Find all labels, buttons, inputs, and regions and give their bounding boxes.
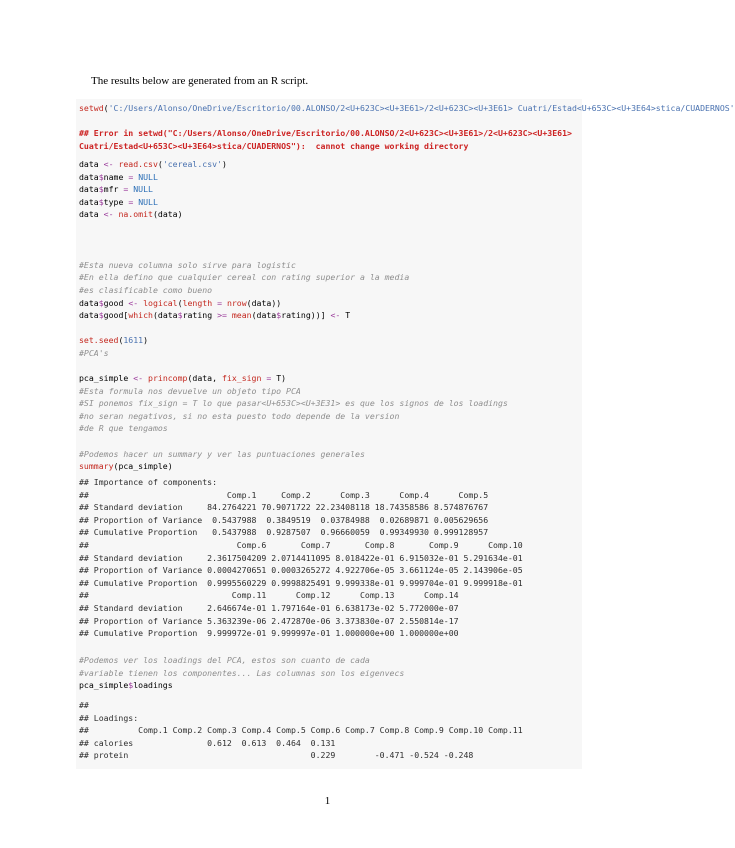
text-token: name <box>103 171 129 182</box>
operator-token: $ <box>177 310 183 321</box>
code-line <box>79 372 508 385</box>
text-token: (data <box>251 310 277 321</box>
function-token: setwd <box>79 103 104 113</box>
string-token: 'cereal.csv' <box>162 159 222 169</box>
text-token: pca_simple <box>79 680 129 691</box>
text-token: mfr <box>103 184 124 195</box>
comment-line: #es clasificable como bueno <box>79 284 213 295</box>
comment-line: #Esta formula nos devuelve un objeto tipo PCA <box>79 385 301 396</box>
output-line: ## Cumulative Proportion 9.999972e-01 9.999997e-01 1.000000e+00 1.000000e+00 <box>79 628 459 639</box>
code-output-panel <box>76 99 735 769</box>
output-line: ## Cumulative Proportion 0.9995560229 0.9998825491 9.999338e-01 9.999704e-01 9.999918e-01 <box>79 577 523 588</box>
text-token: T) <box>271 373 287 384</box>
comment-line: #Podemos ver los loadings del PCA, estos son cuanto de cada <box>79 655 370 665</box>
keyword-token: NULL <box>133 184 153 195</box>
text-token: rating <box>182 310 218 321</box>
operator-token: = <box>128 196 134 207</box>
function-token: fix_sign <box>221 373 262 384</box>
text-token: data <box>79 297 99 308</box>
function-token: length <box>182 297 213 308</box>
output-line: ## Comp.11 Comp.12 Comp.13 Comp.14 <box>79 590 459 601</box>
output-line: ## Comp.1 Comp.2 Comp.3 Comp.4 Comp.5 <box>79 489 489 500</box>
function-token: mean <box>231 310 252 321</box>
operator-token: <- <box>128 297 139 308</box>
string-token: 'C:/Users/Alonso/OneDrive/Escritorio/00.ALONSO/2<U+623C><U+3E61>/2<U+623C><U+3E61> Cuatri/Estad<U+653C><U+3E64>stica/CUADERNOS' <box>108 103 735 113</box>
operator-token: $ <box>98 310 104 321</box>
code-line <box>79 460 508 473</box>
blank-line <box>79 435 508 448</box>
output-line: ## calories 0.612 0.613 0.464 0.131 <box>79 737 336 748</box>
function-token: logical <box>143 297 178 308</box>
text-token: data <box>79 209 104 220</box>
comment-line: #Podemos hacer un summary y ver las puntuaciones generales <box>79 448 365 459</box>
function-token: princomp <box>148 373 188 384</box>
comment-line: #Esta nueva columna solo sirve para logistic <box>79 259 296 270</box>
text-token: data <box>79 171 99 182</box>
operator-token: = <box>217 297 223 308</box>
text-token: type <box>103 196 129 207</box>
blank-line <box>79 246 508 259</box>
output-line: ## Cumulative Proportion 0.5437988 0.9287507 0.96660059 0.99349930 0.999128957 <box>79 527 489 538</box>
code-line <box>79 334 508 347</box>
keyword-token: NULL <box>138 196 158 207</box>
blank-line <box>79 221 508 234</box>
text-token: data <box>79 310 99 321</box>
summary-output <box>79 476 523 640</box>
operator-token: $ <box>98 196 104 207</box>
number-token: 1611 <box>123 335 144 346</box>
output-line: ## Loadings: <box>79 712 139 723</box>
code-chunk-setwd <box>79 102 735 115</box>
comment-line: #no seran negativos, si no esta puesto todo depende de la version <box>79 410 400 421</box>
output-line: ## Proportion of Variance 0.0004270651 0.0003265272 4.922706e-05 3.661124e-05 2.143906e-05 <box>79 565 523 576</box>
comment-line: #SI ponemos fix_sign = T lo que pasar<U+653C><U+3E31> es que los signos de los loadings <box>79 398 508 409</box>
operator-token: $ <box>128 680 134 691</box>
function-token: read.csv <box>118 159 158 169</box>
text-token: data <box>79 196 99 207</box>
text-token: data <box>79 184 99 195</box>
code-chunk-pca <box>79 158 508 473</box>
blank-line <box>79 360 508 373</box>
output-line: ## Importance of components: <box>79 477 218 487</box>
text-token: (data) <box>152 209 183 220</box>
operator-token: <- <box>330 310 341 321</box>
function-token: nrow <box>226 297 247 308</box>
text-token: (pca_simple) <box>113 461 173 472</box>
code-line <box>79 196 508 209</box>
function-token: which <box>128 310 153 321</box>
text-token: loadings <box>133 680 173 691</box>
output-line: ## Comp.1 Comp.2 Comp.3 Comp.4 Comp.5 Comp.6 Comp.7 Comp.8 Comp.9 Comp.10 Comp.11 <box>79 725 523 736</box>
output-line: ## Standard deviation 84.2764221 70.9071722 22.23408118 18.74358586 8.574876767 <box>79 502 489 513</box>
text-token: rating))] <box>281 310 331 321</box>
text-token: data <box>79 159 104 169</box>
blank-line <box>79 234 508 247</box>
operator-token: <- <box>103 209 114 220</box>
operator-token: = <box>266 373 272 384</box>
code-line <box>79 183 508 196</box>
code-line <box>79 297 508 310</box>
operator-token: $ <box>276 310 282 321</box>
text-token: T <box>340 310 351 321</box>
code-line <box>79 158 508 171</box>
function-token: na.omit <box>118 209 153 220</box>
text-token: good[ <box>103 310 129 321</box>
text-token: ( <box>157 159 163 169</box>
text-token: pca_simple <box>79 373 134 384</box>
page-number: 1 <box>324 795 331 807</box>
output-line: ## Proportion of Variance 5.363239e-06 2.472870e-06 3.373830e-07 2.550814e-17 <box>79 615 459 626</box>
error-line: ## Error in setwd("C:/Users/Alonso/OneDrive/Escritorio/00.ALONSO/2<U+623C><U+3E61>/2<U+623C><U+3E61> <box>79 128 572 138</box>
code-line <box>79 679 404 692</box>
output-line: ## Comp.6 Comp.7 Comp.8 Comp.9 Comp.10 <box>79 539 523 550</box>
output-line: ## Proportion of Variance 0.5437988 0.3849519 0.03784988 0.02689871 0.005629656 <box>79 514 489 525</box>
text-token: ) <box>143 335 149 346</box>
text-token: ( <box>177 297 183 308</box>
comment-line: #PCA's <box>79 347 109 358</box>
output-line: ## protein 0.229 -0.471 -0.524 -0.248 <box>79 750 474 761</box>
operator-token: <- <box>103 159 114 169</box>
comment-line: #En ella defino que cualquier cereal con rating superior a la media <box>79 272 410 283</box>
text-token: (data, <box>187 373 222 384</box>
intro-text: The results below are generated from an R script. <box>91 75 309 87</box>
function-token: set.seed <box>79 335 119 346</box>
operator-token: = <box>128 171 134 182</box>
operator-token: $ <box>98 171 104 182</box>
code-line <box>79 102 735 115</box>
text-token: ( <box>103 103 109 113</box>
code-line <box>79 309 508 322</box>
error-line: Cuatri/Estad<U+653C><U+3E64>stica/CUADERNOS"): cannot change working directory <box>79 140 469 151</box>
comment-line: #de R que tengamos <box>79 423 168 434</box>
blank-line <box>79 322 508 335</box>
text-token: ( <box>118 335 124 346</box>
output-line: ## <box>79 700 89 710</box>
error-output <box>79 127 572 152</box>
code-chunk-loadings <box>79 654 404 692</box>
operator-token: = <box>123 184 129 195</box>
text-token: (data <box>152 310 178 321</box>
function-token: summary <box>79 461 114 472</box>
loadings-output <box>79 699 523 762</box>
output-line: ## Standard deviation 2.646674e-01 1.797164e-01 6.638173e-02 5.772000e-07 <box>79 602 459 613</box>
operator-token: $ <box>98 184 104 195</box>
keyword-token: NULL <box>138 171 158 182</box>
operator-token: $ <box>98 297 104 308</box>
code-line <box>79 171 508 184</box>
text-token: good <box>103 297 129 308</box>
operator-token: <- <box>133 373 144 384</box>
text-token: ) <box>221 159 227 169</box>
output-line: ## Standard deviation 2.3617504209 2.0714411095 8.018422e-01 6.915032e-01 5.291634e-01 <box>79 552 523 563</box>
operator-token: >= <box>217 310 227 321</box>
comment-line: #variable tienen los componentes... Las columnas son los eigenvecs <box>79 667 405 678</box>
code-line <box>79 208 508 221</box>
text-token: (data)) <box>246 297 282 308</box>
